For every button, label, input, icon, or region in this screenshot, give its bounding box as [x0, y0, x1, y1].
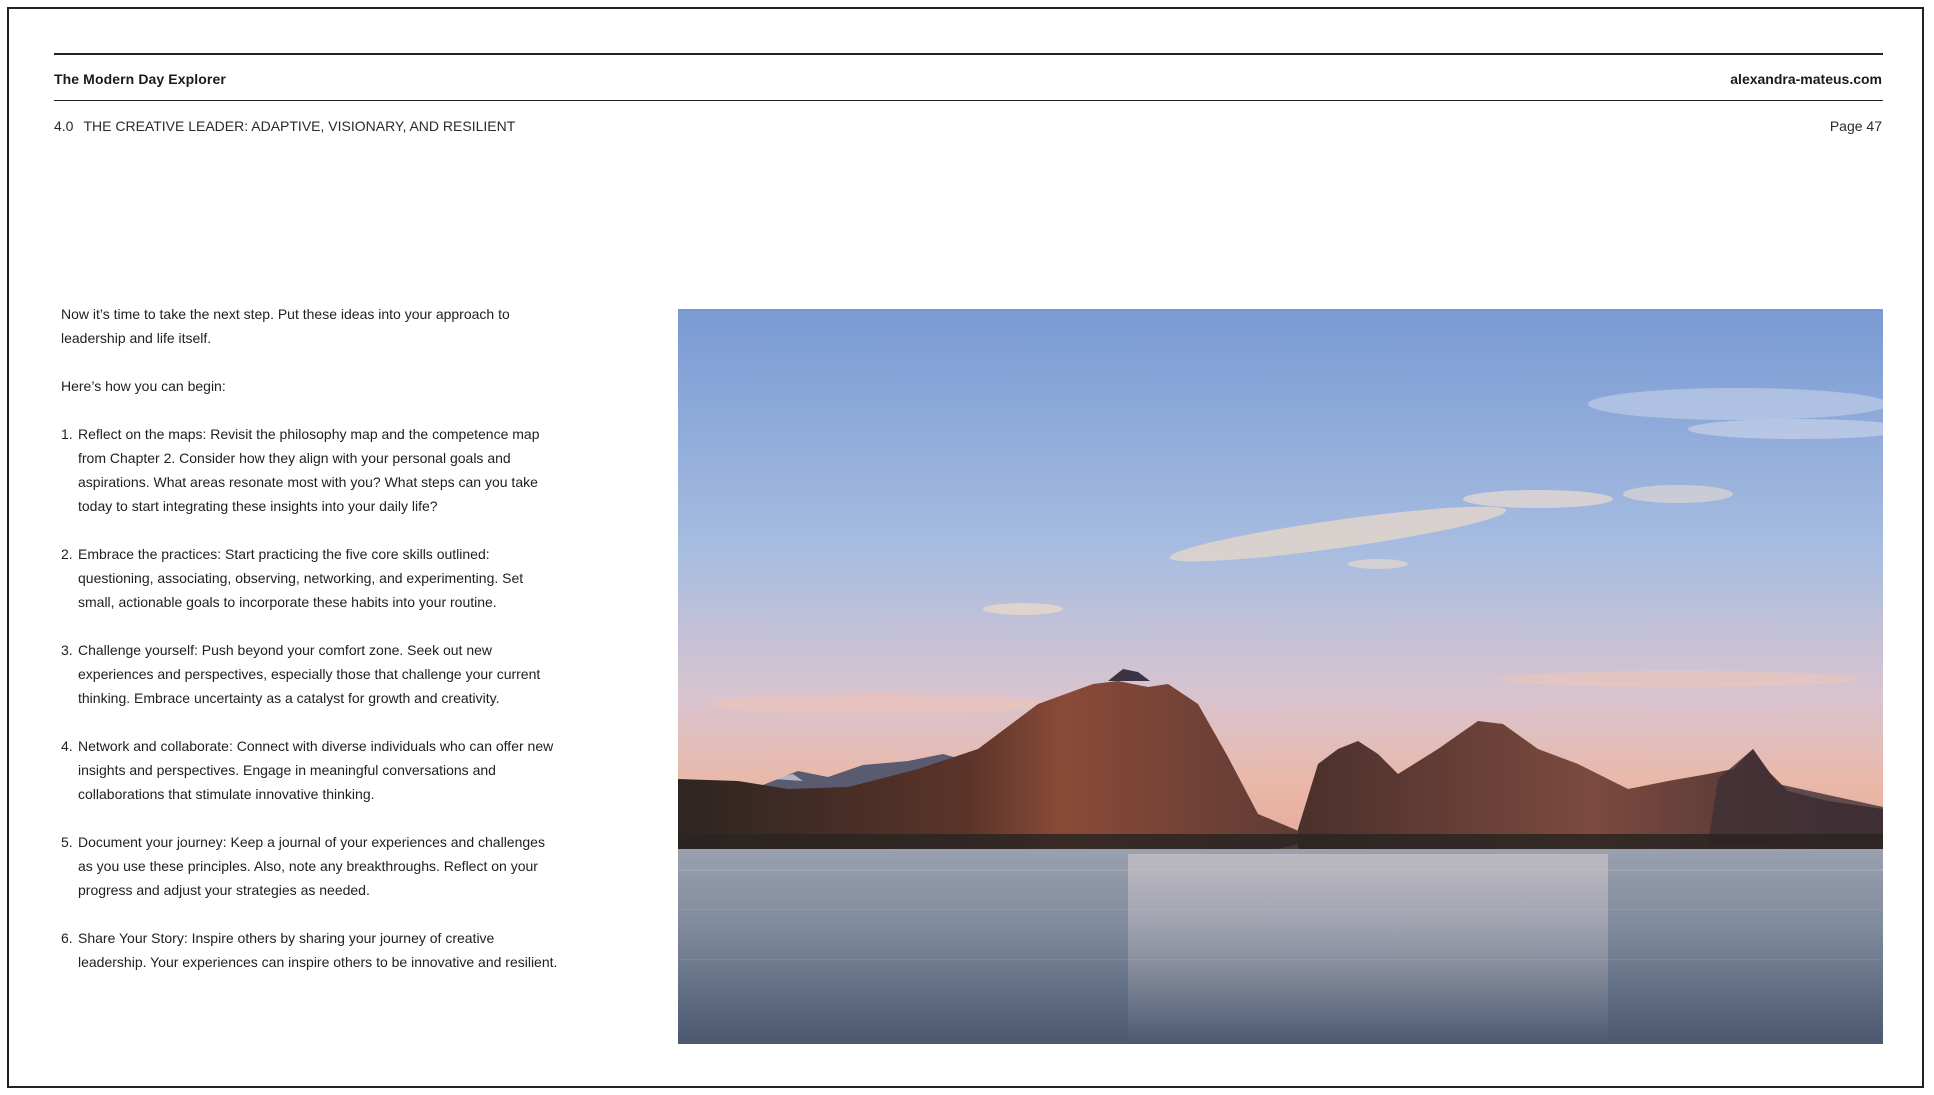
step-text: Document your journey: Keep a journal of your experiences and challenges as you use these principles. Also, note any breakthroughs. Reflect on your progress and adjust your strategies as needed. [78, 834, 545, 898]
step-number: 6. [61, 930, 73, 946]
section-heading [54, 118, 515, 134]
step-text: Embrace the practices: Start practicing the five core skills outlined: questioning, associating, observing, networking, and experimenting. Set small, actionable goals to incorporate these habits into your routine. [78, 546, 524, 610]
step-text: Reflect on the maps: Revisit the philosophy map and the competence map from Chapter 2. Consider how they align with your personal goals and aspirations. What areas resonate most with you? What steps can you take today to start integrating these insights into your daily life? [78, 426, 540, 514]
header-top-rule [54, 53, 1883, 55]
page-number: Page 47 [1829, 118, 1882, 134]
list-item [61, 422, 561, 518]
step-text: Challenge yourself: Push beyond your comfort zone. Seek out new experiences and perspectives, especially those that challenge your current thinking. Embrace uncertainty as a catalyst for growth and creativity. [78, 642, 541, 706]
intro-paragraph: Now it’s time to take the next step. Put these ideas into your approach to leadership and life itself. [61, 306, 510, 346]
list-item [61, 734, 561, 806]
section-number: 4.0 [54, 118, 74, 134]
steps-list [61, 422, 561, 974]
landscape-photo [678, 309, 1883, 1044]
landscape-illustration [678, 309, 1883, 1044]
lead-paragraph: Here’s how you can begin: [61, 378, 226, 394]
list-item [61, 830, 561, 902]
section-title: THE CREATIVE LEADER: ADAPTIVE, VISIONARY, AND RESILIENT [83, 118, 516, 134]
website-link[interactable]: alexandra-mateus.com [1730, 71, 1882, 87]
body-text-column [61, 302, 561, 998]
step-number: 3. [61, 642, 73, 658]
list-item [61, 542, 561, 614]
step-number: 4. [61, 738, 73, 754]
step-number: 5. [61, 834, 73, 850]
step-number: 2. [61, 546, 73, 562]
header-bottom-rule [54, 100, 1883, 101]
step-text: Network and collaborate: Connect with diverse individuals who can offer new insights and perspectives. Engage in meaningful conversations and collaborations that stimulate innovative thinking. [78, 738, 554, 802]
step-number: 1. [61, 426, 73, 442]
list-item [61, 638, 561, 710]
step-text: Share Your Story: Inspire others by sharing your journey of creative leadership. Your experiences can inspire others to be innovative and resilient. [78, 930, 558, 970]
list-item [61, 926, 561, 974]
document-title: The Modern Day Explorer [54, 71, 226, 87]
